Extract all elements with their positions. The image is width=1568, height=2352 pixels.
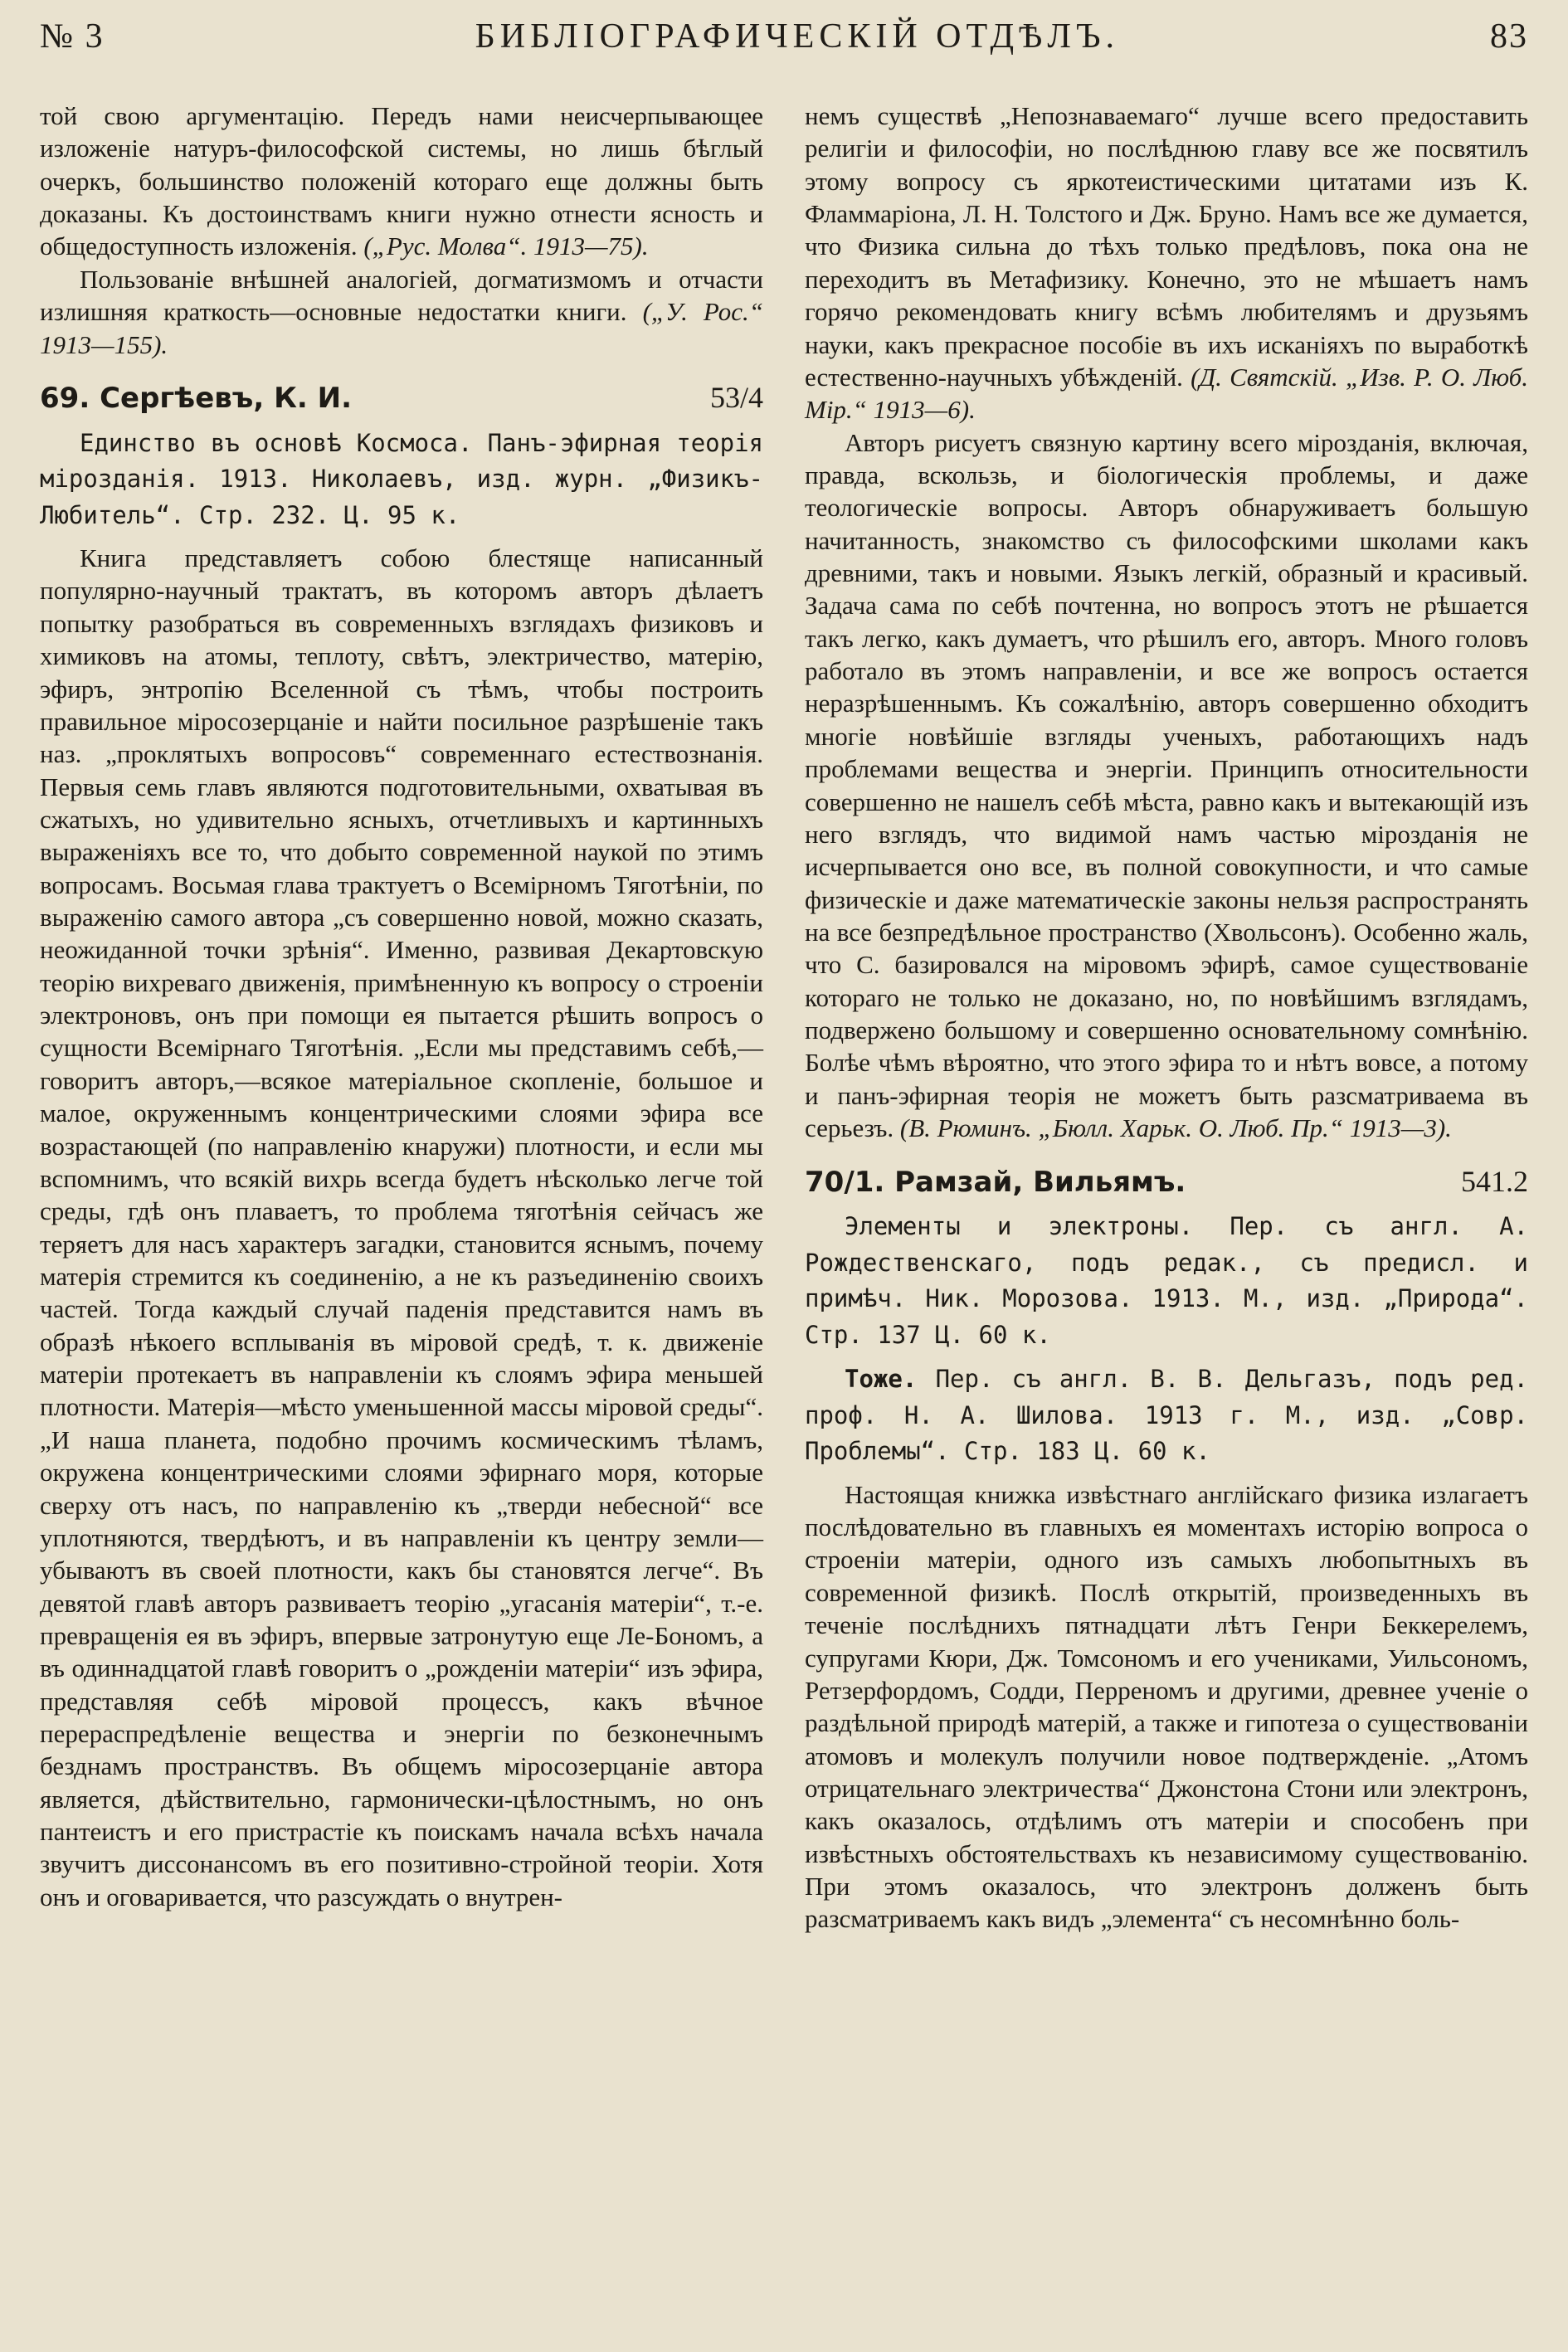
entry-class-number: 541.2 <box>1461 1164 1528 1198</box>
review-paragraph: немъ существѣ „Непознаваемаго“ лучше всего предоставить религіи и философіи, но послѣднюю главу все же посвятилъ этому вопросу съ яркотеистическими цитатами изъ К. Фламмаріона, Л. Н. Толстого и Дж. Бруно. Намъ все же думается, что Физика сильна до тѣхъ только предѣловъ, пока она не переходитъ въ Метафизику. Конечно, это не мѣшаетъ намъ горячо рекомендовать книгу всѣмъ любителямъ и друзьямъ науки, какъ прекрасное пособіе въ ихъ исканіяхъ по выработкѣ естественно-научныхъ убѣжденій. (Д. Святскій. „Изв. Р. О. Люб. Мір.“ 1913—6). <box>805 101 1529 425</box>
citation: (Д. Святскій. „Изв. Р. О. Люб. Мір.“ 1913—6). <box>805 362 1529 425</box>
review-paragraph: Книга представляетъ собою блестяще написанный популярно-научный трактатъ, въ которомъ авторъ дѣлаетъ попытку разобраться въ современныхъ взглядахъ физиковъ и химиковъ на атомы, теплоту, свѣтъ, электричество, матерію, эфиръ, энтропію Вселенной съ тѣмъ, чтобы построить правильное міросозерцаніе и найти посильное разрѣшеніе такъ наз. „проклятыхъ вопросовъ“ современнаго естествознанія. Первыя семь главъ являются подготовительными, охватывая въ сжатыхъ, но удивительно ясныхъ, отчетливыхъ и картинныхъ выраженіяхъ все то, что добыто современной наукой по этимъ вопросамъ. Восьмая глава трактуетъ о Всемірномъ Тяготѣніи, по выраженію самого автора „съ совершенно новой, можно сказать, неожиданной точки зрѣнія“. Именно, развивая Декартовскую теорію вихреваго движенія, примѣненную къ вопросу о строеніи электроновъ, онъ при помощи ея пытается рѣшить вопросъ о сущности Всемірнаго Тяготѣнія. „Если мы представимъ себѣ,—говоритъ авторъ,—всякое матеріальное скопленіе, большое и малое, окруженнымъ концентрическими слоями эфира все возрастающей (по направленію кнаружи) плотности, и если мы вспомнимъ, что всякій вихрь всегда будетъ нѣсколько легче той среды, гдѣ онъ плаваетъ, то проблема тяготѣнія сейчасъ же теряетъ для насъ характеръ загадки, становится яснымъ, почему матерія стремится къ соединенію, а не къ разъединенію своихъ частей. Тогда каждый случай паденія представится намъ въ образѣ нѣкоего всплыванія въ міровой средѣ, т. к. движеніе матеріи протекаетъ въ направленіи къ слоямъ эфира меньшей плотности. Матерія—мѣсто уменьшенной массы міровой среды“. „И наша планета, подобно прочимъ космическимъ тѣламъ, окружена концентрическими слоями эфирнаго моря, которые сверху отъ насъ, по направленію къ „тверди небесной“ все уплотняются, твердѣютъ, и въ направленіи къ центру земли—убываютъ въ своей плотности, какъ бы становятся легче“. Въ девятой главѣ авторъ развиваетъ теорію „угасанія матеріи“, т.-е. превращенія ея въ эфиръ, впервые затронутую еще Ле-Бономъ, а въ одиннадцатой главѣ говоритъ о „рожденіи матеріи“ изъ эфира, представляя себѣ міровой процессъ, какъ вѣчное перераспредѣленіе вещества и энергіи по безконечнымъ безднамъ пространствъ. Въ общемъ міросозерцаніе автора является, дѣйствительно, гармонически-цѣлостнымъ, но онъ пантеистъ и его пристрастіе къ поискамъ начала всѣхъ начала звучитъ диссонансомъ въ его позитивно-стройной теоріи. Хотя онъ и оговаривается, что разсуждать о внутрен- <box>40 543 763 1911</box>
issue-number: № 3 <box>40 17 105 56</box>
review-paragraph: Авторъ рисуетъ связную картину всего мірозданія, включая, правда, вскользь, и біологическія проблемы, и даже теологическіе вопросы. Авторъ обнаруживаетъ большую начитанность, знакомство съ философскими школами какъ древними, такъ и новыми. Языкъ легкій, образный и красивый. Задача сама по себѣ почтенна, но вопросъ этотъ не рѣшается такъ легко, какъ думаетъ, что рѣшилъ его, авторъ. Много головъ работало въ этомъ направленіи, и все же вопросъ остается неразрѣшеннымъ. Къ сожалѣнію, авторъ совершенно обходитъ многіе новѣйшіе взгляды ученыхъ, работающихъ надъ проблемами вещества и энергіи. Принципъ относительности совершенно не нашелъ себѣ мѣста, равно какъ и вытекающій изъ него взглядъ, что видимой намъ частью мірозданія не исчерпывается оно все, въ полной совокупности, и что самые физическіе и даже математическіе законы нельзя распространять на все безпредѣльное пространство (Хвольсонъ). Особенно жаль, что С. базировался на міровомъ эфирѣ, самое существованіе котораго не только не доказано, но, по новѣйшимъ взглядамъ, подвержено большому и совершенно основательному сомнѣнію. Болѣе чѣмъ вѣроятно, что этого эфира то и нѣтъ вовсе, а потому и панъ-эфирная теорія не можетъ быть разсматриваема въ серьезъ. (В. Рюминъ. „Бюлл. Харьк. О. Люб. Пр.“ 1913—3). <box>805 427 1528 1143</box>
citation: („У. Рос.“ 1913—155). <box>40 297 763 359</box>
entry-number-author: 69. Сергѣевъ, К. И. <box>40 381 352 415</box>
running-head <box>40 17 1528 100</box>
section-title: БИБЛІОГРАФИЧЕСКІЙ ОТДѢЛЪ. <box>475 17 1119 56</box>
entry-class-number: 53/4 <box>709 380 763 414</box>
publication-details: Элементы и электроны. Пер. съ англ. А. Рождественскаго, подъ редак., съ предисл. и примѣч. Ник. Морозова. 1913. М., изд. „Природа“. Стр. 137 Ц. 60 к. <box>805 1212 1528 1349</box>
page-number: 83 <box>1490 17 1528 56</box>
review-paragraph: Настоящая книжка извѣстнаго англійскаго физика излагаетъ послѣдовательно въ главныхъ ея моментахъ исторію вопроса о строеніи матеріи, одного изъ самыхъ любопытныхъ въ современной физикѣ. Послѣ открытій, произведенныхъ въ теченіе послѣднихъ пятнадцати лѣтъ Генри Беккерелемъ, супругами Кюри, Дж. Томсономъ и его учениками, Уильсономъ, Ретзерфордомъ, Содди, Перреномъ и другими, древнее ученіе о раздѣльной природѣ матерій, а также и гипотеза о существованіи атомовъ и молекулъ получили новое подтвержденіе. „Атомъ отрицательнаго электричества“ Джонстона Стони или электронъ, какъ оказалось, отдѣлимъ отъ матеріи и способенъ при извѣстныхъ обстоятельствахъ къ независимому существованію. При этомъ оказалось, что электронъ долженъ быть разсматриваемъ какъ видъ „элемента“ съ несомнѣнно боль- <box>805 1479 1528 1934</box>
entry-number-author: 70/1. Рамзай, Вильямъ. <box>805 1165 1186 1199</box>
publication-details-alt: Тоже. Пер. съ англ. В. В. Дельгазъ, подъ ред. проф. Н. А. Шилова. 1913 г. М., изд. „Совр. Проблемы“. Стр. 183 Ц. 60 к. <box>805 1365 1528 1466</box>
left-column <box>40 100 763 1936</box>
review-paragraph: той свою аргументацію. Передъ нами неисчерпывающее изложеніе натуръ-философской системы, но лишь бѣглый очеркъ, большинство положеній котораго еще должны быть доказаны. Къ достоинствамъ книги нужно отнести ясность и общедоступность изложенія. („Рус. Молва“. 1913—75). <box>40 101 763 261</box>
right-column <box>805 100 1528 1936</box>
publication-details: Единство въ основѣ Космоса. Панъ-эфирная теорія мірозданія. 1913. Николаевъ, изд. журн. „Физикъ-Любитель“. Стр. 232. Ц. 95 к. <box>40 428 763 529</box>
same-label: Тоже. <box>845 1365 918 1394</box>
entry-heading-70 <box>805 1163 1528 1201</box>
citation: („Рус. Молва“. 1913—75). <box>363 231 649 261</box>
review-paragraph: Пользованіе внѣшней аналогіей, догматизмомъ и отчасти излишняя краткость—основные недостатки книги. („У. Рос.“ 1913—155). <box>40 264 763 359</box>
text-columns <box>40 100 1528 1936</box>
entry-heading-69 <box>40 379 763 417</box>
citation: (В. Рюминъ. „Бюлл. Харьк. О. Люб. Пр.“ 1913—3). <box>899 1113 1452 1143</box>
